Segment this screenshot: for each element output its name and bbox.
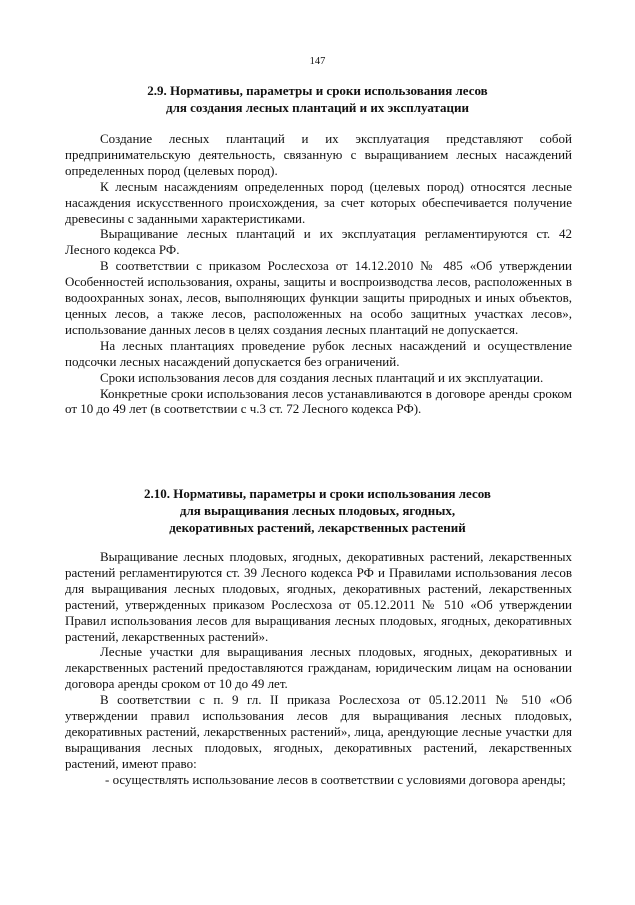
paragraph: В соответствии с приказом Рослесхоза от 14.12.2010 № 485 «Об утверждении Особенностей использования, охраны, защиты и воспроизводства лесов, расположенных в водоохранных зонах, лесов, выполняющих функции защиты природных и иных объектов, ценных лесов, а также лесов, расположенных на особо защитных участках лесов», использование данных лесов в целях создания лесных плантаций не допускается. <box>65 258 572 337</box>
paragraph: К лесным насаждениям определенных пород (целевых пород) относятся лесные насаждения искусственного происхождения, за счет которых обеспечивается получение древесины с заданными характеристиками. <box>65 178 572 226</box>
section-2-9-title <box>40 82 595 116</box>
section-title-line: 2.9. Нормативы, параметры и сроки использования лесов <box>147 83 488 98</box>
page-number: 147 <box>309 56 326 67</box>
paragraph: Выращивание лесных плодовых, ягодных, декоративных растений, лекарственных растений регламентируются ст. 39 Лесного кодекса РФ и Правилами использования лесов для выращивания лесных плодовых, ягодных, декоративных растений, лекарственных растений, утвержденных приказом Рослесхоза от 05.12.2011 № 510 «Об утверждении Правил использования лесов для выращивания лесных плодовых, ягодных, декоративных растений, лекарственных растений». <box>65 549 572 644</box>
paragraph: Создание лесных плантаций и их эксплуатация представляют собой предпринимательскую деятельность, связанную с выращиванием лесных насаждений определенных пород (целевых пород). <box>65 131 572 178</box>
paragraph: Конкретные сроки использования лесов устанавливаются в договоре аренды сроком от 10 до 49 лет (в соответствии с ч.3 ст. 72 Лесного кодекса РФ). <box>65 385 572 417</box>
paragraph: Сроки использования лесов для создания лесных плантаций и их эксплуатации. <box>100 369 544 385</box>
paragraph: Лесные участки для выращивания лесных плодовых, ягодных, декоративных и лекарственных растений предоставляются гражданам, юридическим лицам на основании договора аренды сроком от 10 до 49 лет. <box>65 644 572 692</box>
paragraph: Выращивание лесных плантаций и их эксплуатация регламентируются ст. 42 Лесного кодекса РФ. <box>65 226 572 258</box>
section-title-line: 2.10. Нормативы, параметры и сроки использования лесов <box>144 486 491 501</box>
section-2-9-body <box>65 131 572 417</box>
section-title-line: декоративных растений, лекарственных растений <box>169 520 466 535</box>
section-2-10-body <box>65 549 572 788</box>
paragraph: В соответствии с п. 9 гл. II приказа Рослесхоза от 05.12.2011 № 510 «Об утверждении правил использования лесов для выращивания лесных плодовых, декоративных растений, лекарственных растений», лица, арендующие лесные участки для выращивания лесных плодовых, ягодных, декоративных растений, лекарственных растений, имеют право: <box>65 692 572 771</box>
section-title-line: для выращивания лесных плодовых, ягодных, <box>179 503 456 518</box>
section-2-10-title <box>40 485 595 536</box>
list-item: - осуществлять использование лесов в соответствии с условиями договора аренды; <box>105 771 566 787</box>
section-title-line: для создания лесных плантаций и их эксплуатации <box>166 100 469 115</box>
paragraph: На лесных плантациях проведение рубок лесных насаждений и осуществление подсочки лесных насаждений допускается без ограничений. <box>65 337 572 369</box>
